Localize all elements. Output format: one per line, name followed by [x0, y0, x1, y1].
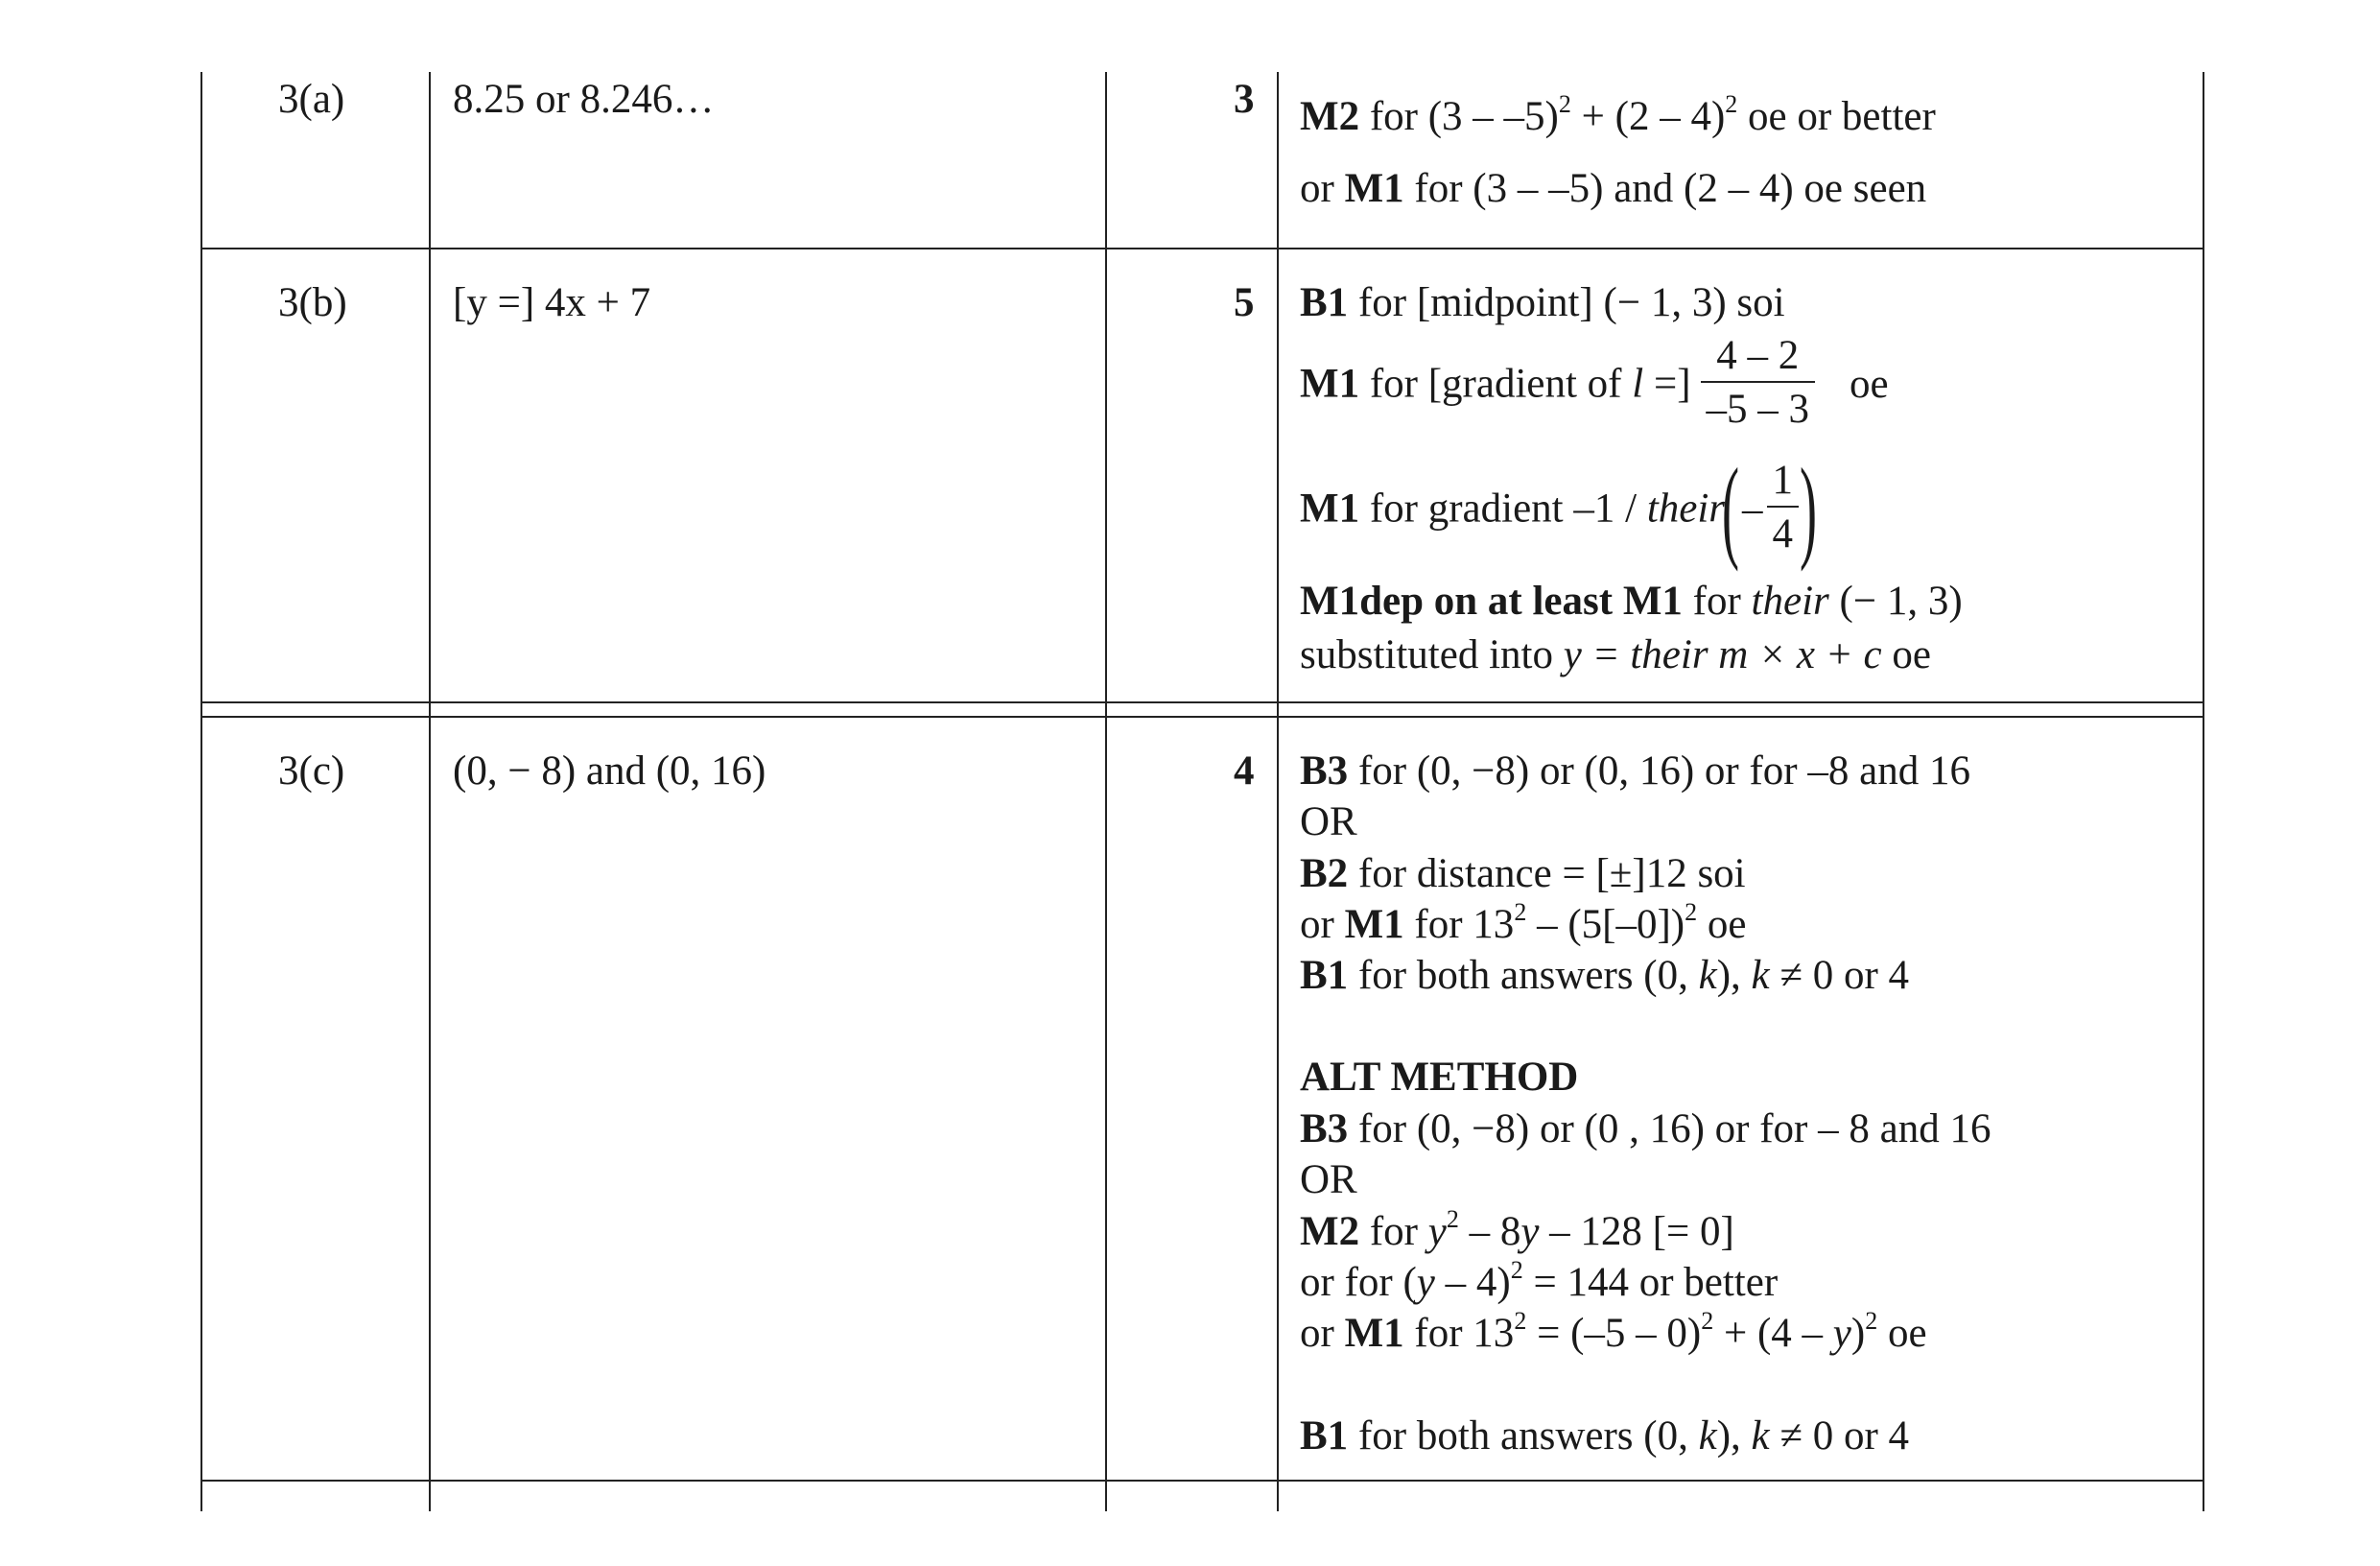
guidance-line: or M1 for $13^2 = (-5 - 0)^2 + (4 - y)^2$ oe [1300, 1307, 1927, 1356]
guidance-line: M1 for [gradient of l =] $\frac{4 - 2}{-5 - 3}$ oe [1300, 331, 1889, 437]
marks-cell: 5 [1234, 280, 1255, 325]
row-border-a [200, 248, 2204, 249]
guidance-line: substituted into y = their m × x + c oe [1300, 632, 1931, 677]
guidance-line: B3 for (0, −8) or (0, 16) or for –8 and 16 [1300, 748, 1970, 794]
guidance-line: M2 for $y^2 - 8y - 128$ [= 0] [1300, 1205, 1734, 1254]
guidance-line: B1 for both answers (0, k), k ≠ 0 or 4 [1300, 1413, 1910, 1459]
answer-cell: [y =] 4x + 7 [453, 280, 651, 325]
guidance-line: M1dep on at least M1 for their (− 1, 3) [1300, 579, 1963, 624]
alt-method-heading: ALT METHOD [1300, 1055, 1579, 1100]
left-paren-icon: ( [1722, 444, 1740, 572]
col-border-left [200, 72, 202, 1511]
col-border-3 [1277, 72, 1279, 1511]
row-border-b1 [200, 701, 2204, 703]
part-label: 3(c) [278, 748, 345, 794]
guidance-line: B1 for both answers (0, k), k ≠ 0 or 4 [1300, 953, 1910, 998]
guidance-line: or for (y – 4)$^2$ = 144 or better [1300, 1256, 1779, 1305]
guidance-line: B1 for [midpoint] (− 1, 3) soi [1300, 280, 1785, 325]
marks-cell: 3 [1234, 77, 1255, 122]
answer-cell: (0, − 8) and (0, 16) [453, 748, 766, 794]
guidance-line: M2 for (3 – –5)$^2$ + (2 – 4)$^2$ oe or better [1300, 90, 1936, 139]
right-paren-icon: ) [1800, 444, 1817, 572]
guidance-line: or M1 for (3 – –5) and (2 – 4) oe seen [1300, 166, 1927, 211]
gradient-fraction: $\frac{4 - 2}{-5 - 3}$ [1701, 331, 1816, 437]
guidance-line: B2 for distance = [±]12 soi [1300, 851, 1746, 896]
part-label: 3(b) [278, 280, 347, 325]
guidance-line: OR [1300, 799, 1357, 844]
reciprocal-fraction: $\frac{1}{4}$ [1767, 456, 1800, 561]
guidance-line: M1 for gradient –1 / their(– $\frac{1}{4}$ ) [1300, 444, 1817, 572]
guidance-line: B3 for (0, −8) or (0 , 16) or for – 8 and 16 [1300, 1106, 1991, 1151]
marks-cell: 4 [1234, 748, 1255, 794]
col-border-right [2203, 72, 2204, 1511]
row-border-c [200, 1480, 2204, 1482]
col-border-2 [1105, 72, 1107, 1511]
row-border-b2 [200, 716, 2204, 718]
guidance-line: or M1 for $13^2 - (5[-0])^2$ oe [1300, 898, 1747, 947]
guidance-line: OR [1300, 1157, 1357, 1202]
part-label: 3(a) [278, 77, 345, 122]
col-border-1 [429, 72, 431, 1511]
answer-cell: 8.25 or 8.246… [453, 77, 715, 122]
